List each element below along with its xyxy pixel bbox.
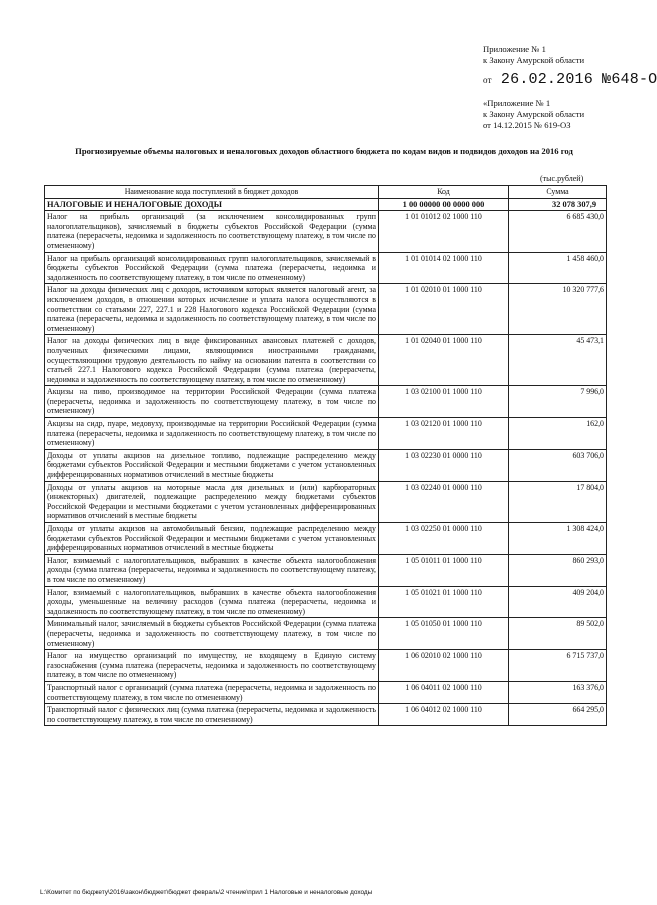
row-sum-cell: 6 715 737,0 — [509, 650, 607, 682]
table-row — [45, 650, 607, 682]
row-sum-cell: 45 473,1 — [509, 335, 607, 386]
prev-appendix-line1: «Приложение № 1 — [483, 98, 551, 108]
row-sum-cell: 6 685 430,0 — [509, 211, 607, 252]
income-table — [44, 185, 607, 726]
row-name-cell: Налог на прибыль организаций (за исключением консолидированных групп налогоплательщиков), зачисляемый в бюджеты субъектов Российской Федерации (сумма платежа (перерасчеты, недоимка и задолженность по соответствующему платежу, в том числе по отмененному) — [45, 211, 379, 252]
row-sum-cell: 409 204,0 — [509, 586, 607, 618]
units-label: (тыс.рублей) — [540, 174, 584, 183]
row-sum-cell: 1 308 424,0 — [509, 523, 607, 555]
table-row — [45, 335, 607, 386]
row-sum-cell: 7 996,0 — [509, 386, 607, 418]
row-code-cell: 1 05 01050 01 1000 110 — [379, 618, 509, 650]
table-row — [45, 523, 607, 555]
row-sum-cell: 163 376,0 — [509, 681, 607, 703]
table-row — [45, 284, 607, 335]
prev-appendix-line2: к Закону Амурской области — [483, 109, 585, 119]
row-code-cell: 1 03 02240 01 0000 110 — [379, 481, 509, 522]
row-name-cell: Налог на доходы физических лиц с доходов, источником которых является налоговый агент, за исключением доходов, в отношении которых исчисление и уплата налога осуществляются в соответствии со статьями 227, 227.1 и 228 Налогового кодекса Российской Федерации (сумма платежа (перерасчеты, недоимка и задолженность по соответствующему платежу, в том числе по отмененному) — [45, 284, 379, 335]
row-code-cell: 1 00 00000 00 0000 000 — [379, 198, 509, 211]
row-code-cell: 1 01 01012 02 1000 110 — [379, 211, 509, 252]
appendix-block — [483, 44, 657, 131]
row-name-cell: Налог, взимаемый с налогоплательщиков, выбравших в качестве объекта налогообложения доходы, уменьшенные на величину расходов (сумма платежа (перерасчеты, недоимка и задолженность по соответствующему платежу, в том числе по отмененному) — [45, 586, 379, 618]
table-row — [45, 211, 607, 252]
row-code-cell: 1 03 02250 01 0000 110 — [379, 523, 509, 555]
table-row — [45, 681, 607, 703]
document-title: Прогнозируемые объемы налоговых и неналоговых доходов областного бюджета по кодам видов и подвидов доходов на 2016 год — [75, 146, 573, 156]
row-sum-cell: 89 502,0 — [509, 618, 607, 650]
stamp-prefix: от — [483, 75, 492, 85]
table-row — [45, 418, 607, 450]
table-row — [45, 704, 607, 726]
row-name-cell: Налог на прибыль организаций консолидированных групп налогоплательщиков, зачисляемый в бюджеты субъектов Российской Федерации (сумма платежа (перерасчеты, недоимка и задолженность по соответствующему платежу, в том числе по отмененному) — [45, 252, 379, 284]
table-row — [45, 252, 607, 284]
row-sum-cell: 162,0 — [509, 418, 607, 450]
row-sum-cell: 32 078 307,9 — [509, 198, 607, 211]
row-code-cell: 1 01 01014 02 1000 110 — [379, 252, 509, 284]
table-row — [45, 481, 607, 522]
row-name-cell: Налог, взимаемый с налогоплательщиков, выбравших в качестве объекта налогообложения доходы (сумма платежа (перерасчеты, недоимка и задолженность по соответствующему платежу, в том числе по отмененному) — [45, 554, 379, 586]
row-code-cell: 1 01 02010 01 1000 110 — [379, 284, 509, 335]
row-name-cell: Акцизы на пиво, производимое на территории Российской Федерации (сумма платежа (перерасчеты, недоимка и задолженность по соответствующему платежу, в том числе по отмененному) — [45, 386, 379, 418]
row-name-cell: Транспортный налог с физических лиц (сумма платежа (перерасчеты, недоимка и задолженность по соответствующему платежу, в том числе по отмененному) — [45, 704, 379, 726]
appendix-line2: к Закону Амурской области — [483, 55, 585, 65]
table-row — [45, 386, 607, 418]
law-date-stamp — [483, 71, 657, 89]
table-row — [45, 554, 607, 586]
appendix-line1: Приложение № 1 — [483, 44, 546, 54]
stamp-date: 26.02.2016 №648-О — [500, 71, 657, 88]
header-sum: Сумма — [509, 186, 607, 199]
row-code-cell: 1 05 01021 01 1000 110 — [379, 586, 509, 618]
row-code-cell: 1 05 01011 01 1000 110 — [379, 554, 509, 586]
row-code-cell: 1 03 02120 01 1000 110 — [379, 418, 509, 450]
row-code-cell: 1 06 04011 02 1000 110 — [379, 681, 509, 703]
row-name-cell: Налог на доходы физических лиц в виде фиксированных авансовых платежей с доходов, полученных физическими лицами, являющимися иностранными гражданами, осуществляющими трудовую деятельность по найму на основании патента в соответствии со статьей 227.1 Налогового кодекса Российской Федерации (сумма платежа (перерасчеты, недоимка и задолженность по соответствующему платежу, в том числе по отмененному) — [45, 335, 379, 386]
row-name-cell: Доходы от уплаты акцизов на моторные масла для дизельных и (или) карбюраторных (инжекторных) двигателей, подлежащие распределению между бюджетами субъектов Российской Федерации и местными бюджетами с учетом установленных дифференцированных нормативов отчислений в местные бюджеты — [45, 481, 379, 522]
table-row — [45, 449, 607, 481]
header-name: Наименование кода поступлений в бюджет доходов — [45, 186, 379, 199]
table-total-row — [45, 198, 607, 211]
row-name-cell: Доходы от уплаты акцизов на дизельное топливо, подлежащие распределению между бюджетами субъектов Российской Федерации и местными бюджетами с учетом установленных дифференцированных нормативов отчислений в местные бюджеты — [45, 449, 379, 481]
row-sum-cell: 1 458 460,0 — [509, 252, 607, 284]
row-code-cell: 1 06 02010 02 1000 110 — [379, 650, 509, 682]
row-code-cell: 1 06 04012 02 1000 110 — [379, 704, 509, 726]
row-sum-cell: 664 295,0 — [509, 704, 607, 726]
row-name-cell: Акцизы на сидр, пуаре, медовуху, производимые на территории Российской Федерации (сумма платежа (перерасчеты, недоимка и задолженность по соответствующему платежу, в том числе по отмененному) — [45, 418, 379, 450]
row-sum-cell: 603 706,0 — [509, 449, 607, 481]
header-code: Код — [379, 186, 509, 199]
row-code-cell: 1 01 02040 01 1000 110 — [379, 335, 509, 386]
row-sum-cell: 860 293,0 — [509, 554, 607, 586]
row-sum-cell: 10 320 777,6 — [509, 284, 607, 335]
row-name-cell: Минимальный налог, зачисляемый в бюджеты субъектов Российской Федерации (сумма платежа (перерасчеты, недоимка и задолженность по соответствующему платежу, в том числе по отмененному) — [45, 618, 379, 650]
row-name-cell: Транспортный налог с организаций (сумма платежа (перерасчеты, недоимка и задолженность по соответствующему платежу, в том числе по отмененному) — [45, 681, 379, 703]
row-name-cell: Доходы от уплаты акцизов на автомобильный бензин, подлежащие распределению между бюджетами субъектов Российской Федерации и местными бюджетами с учетом установленных дифференцированных нормативов отчислений в местные бюджеты — [45, 523, 379, 555]
table-row — [45, 586, 607, 618]
row-name-cell: Налог на имущество организаций по имуществу, не входящему в Единую систему газоснабжения (сумма платежа (перерасчеты, недоимка и задолженность по соответствующему платежу, в том числе по отмененному) — [45, 650, 379, 682]
table-row — [45, 618, 607, 650]
row-sum-cell: 17 804,0 — [509, 481, 607, 522]
row-name-cell: НАЛОГОВЫЕ И НЕНАЛОГОВЫЕ ДОХОДЫ — [45, 198, 379, 211]
row-code-cell: 1 03 02100 01 1000 110 — [379, 386, 509, 418]
prev-appendix-line3: от 14.12.2015 № 619-ОЗ — [483, 120, 571, 130]
table-header-row — [45, 186, 607, 199]
row-code-cell: 1 03 02230 01 0000 110 — [379, 449, 509, 481]
file-path-footer: L:\Комитет по бюджету\2016\закон\бюджет\бюджет февраль\2 чтение\прил 1 Налоговые и неналоговые доходы — [40, 889, 373, 896]
